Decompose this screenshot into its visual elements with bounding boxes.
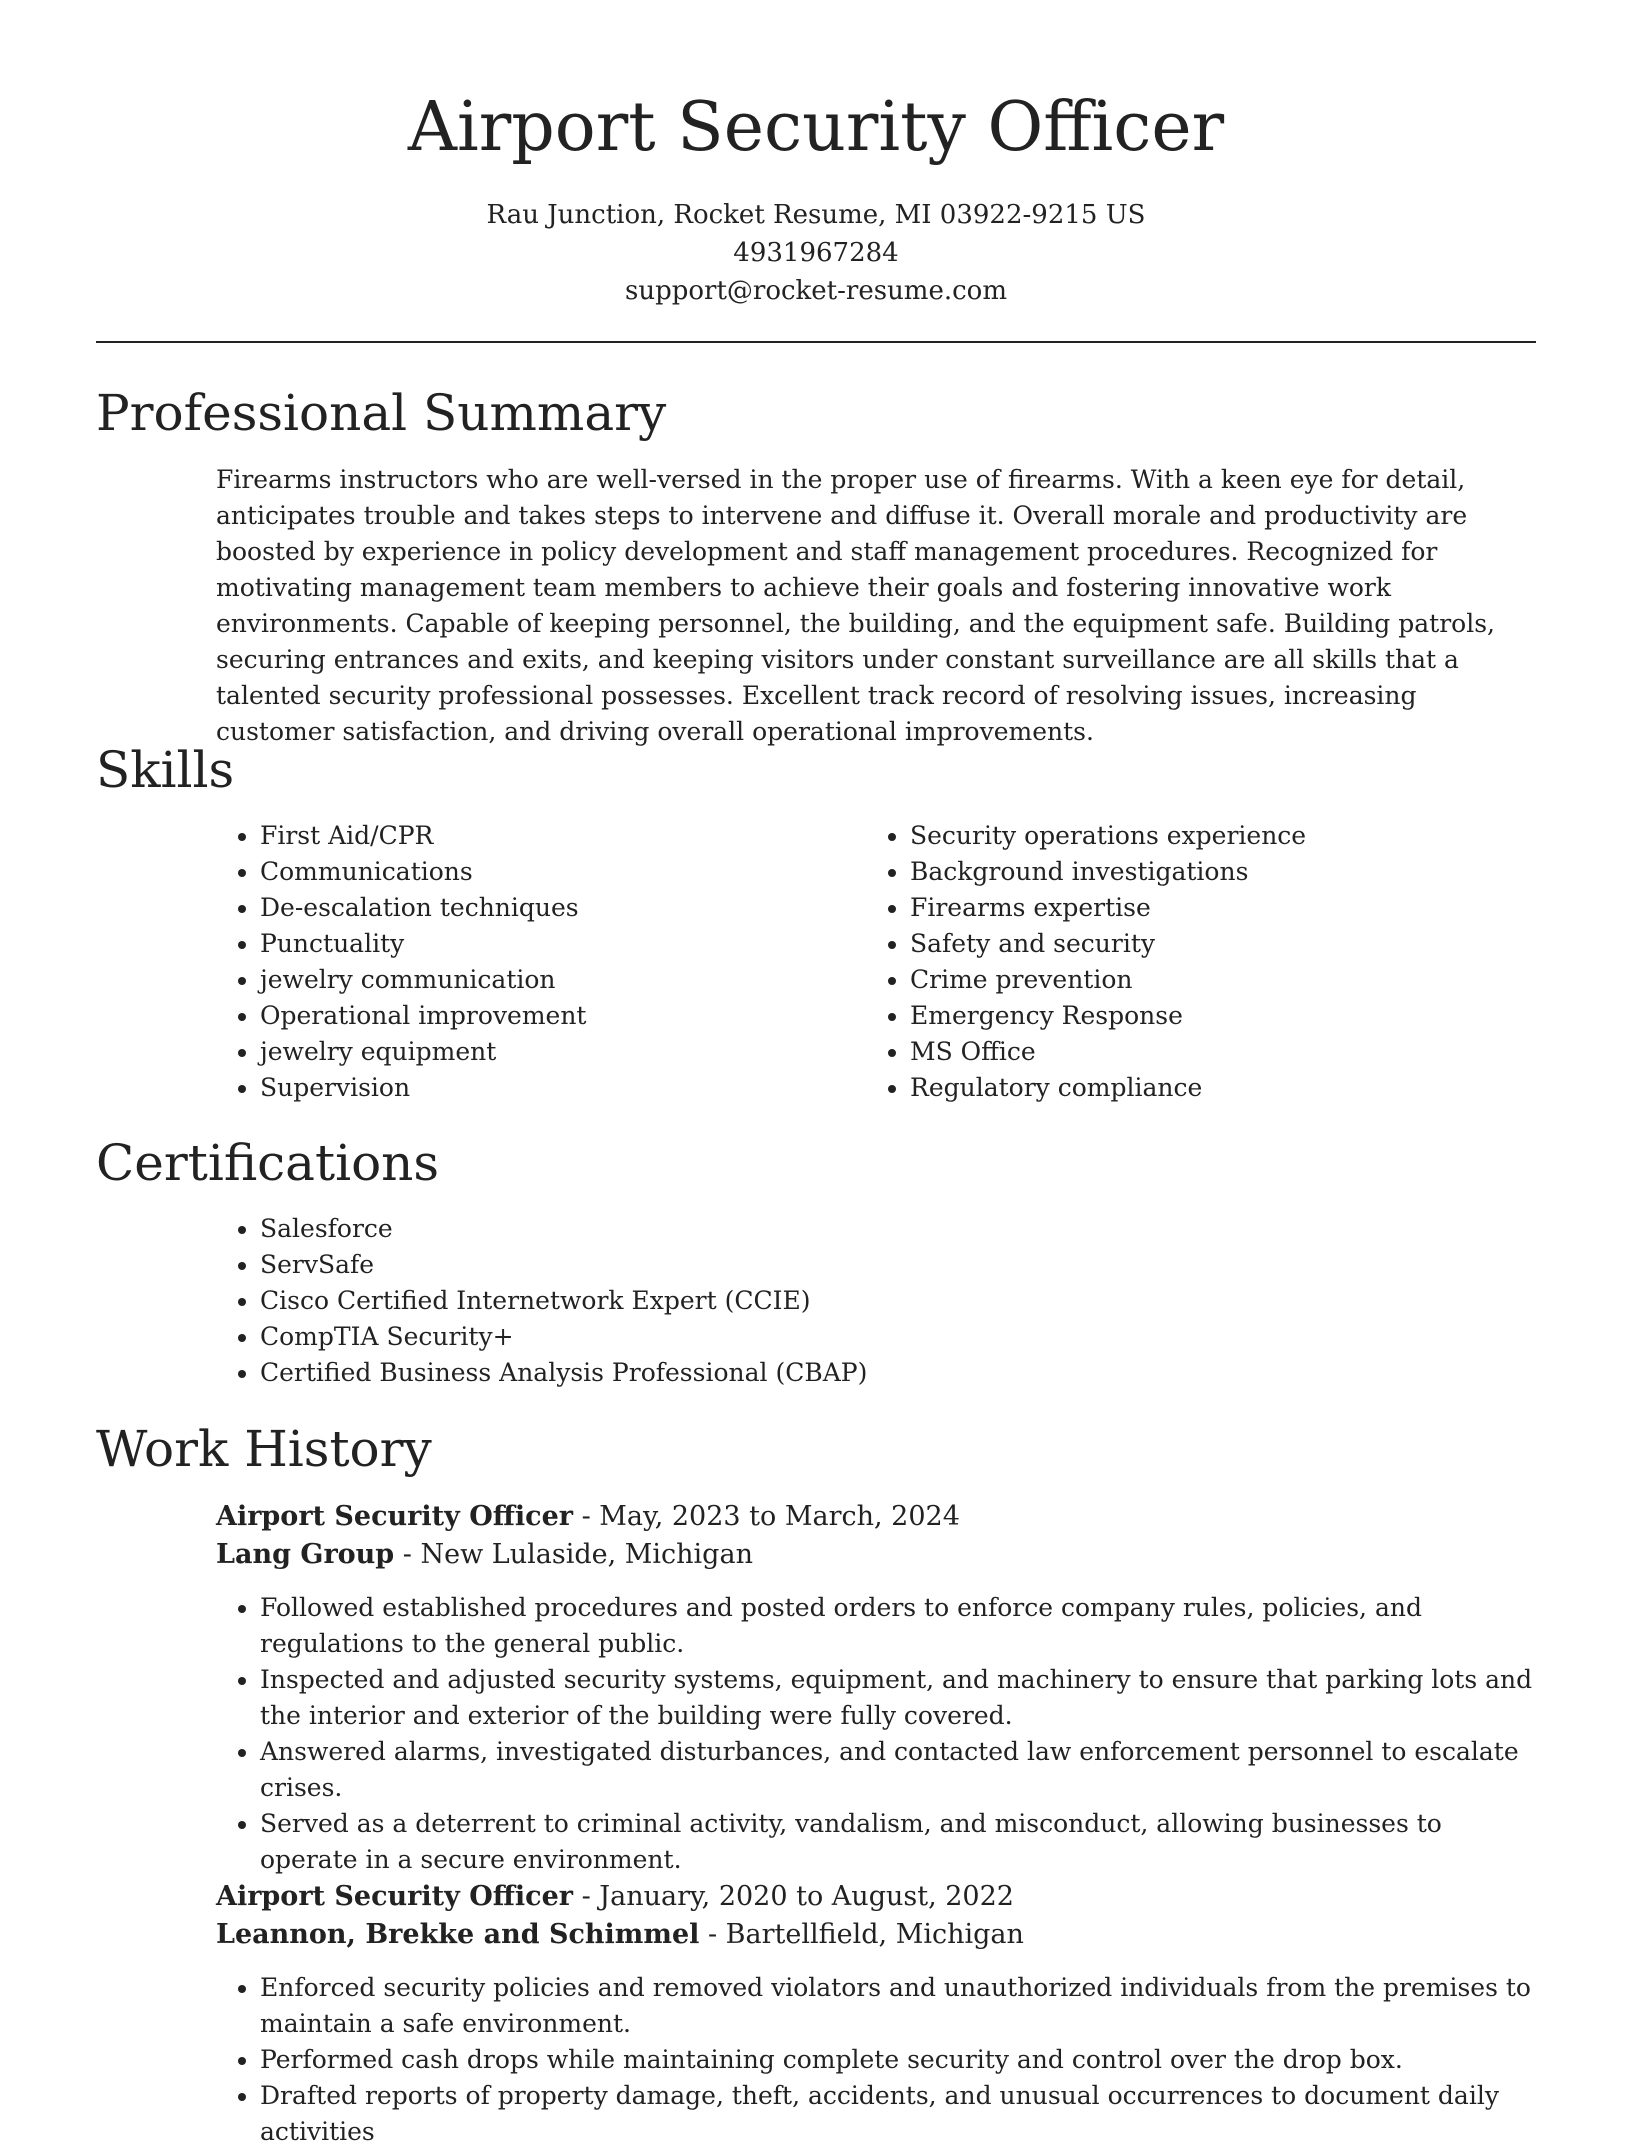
certifications-heading: Certifications xyxy=(96,1134,440,1192)
skill-item: • Crime prevention xyxy=(910,962,1486,998)
summary-heading: Professional Summary xyxy=(96,384,667,442)
job-title-line xyxy=(216,1498,1536,1536)
company-name: Leannon, Brekke and Schimmel xyxy=(216,1919,700,1950)
skill-item: • Communications xyxy=(260,854,836,890)
skill-item: • Operational improvement xyxy=(260,998,836,1034)
job-bullets xyxy=(216,1970,1536,2150)
skills-column-right xyxy=(866,818,1486,1106)
certification-item: • Certified Business Analysis Professional (CBAP) xyxy=(260,1355,1536,1391)
job-bullet: • Served as a deterrent to criminal activity, vandalism, and misconduct, allowing businesses to operate in a secure environment. xyxy=(260,1806,1536,1878)
job-title: Airport Security Officer xyxy=(216,1881,573,1912)
certifications-list xyxy=(216,1211,1536,1391)
job-bullet: • Followed established procedures and posted orders to enforce company rules, policies, and regulations to the general public. xyxy=(260,1590,1536,1662)
skill-item: • MS Office xyxy=(910,1034,1486,1070)
company-name: Lang Group xyxy=(216,1539,395,1570)
job-entry xyxy=(216,1498,1536,1878)
job-bullet: • Drafted reports of property damage, theft, accidents, and unusual occurrences to document daily activities xyxy=(260,2078,1536,2150)
job-bullet: • Enforced security policies and removed violators and unauthorized individuals from the premises to maintain a safe environment. xyxy=(260,1970,1536,2042)
skill-item: • Background investigations xyxy=(910,854,1486,890)
resume-header xyxy=(0,0,1632,310)
job-company-line xyxy=(216,1916,1536,1954)
skill-item: • Emergency Response xyxy=(910,998,1486,1034)
email-text: support@rocket-resume.com xyxy=(624,276,1007,306)
skill-item: • Punctuality xyxy=(260,926,836,962)
work-history-heading: Work History xyxy=(96,1420,432,1478)
company-location: - New Lulaside, Michigan xyxy=(394,1539,753,1570)
skills-column-left xyxy=(216,818,836,1106)
phone-text: 4931967284 xyxy=(733,238,899,268)
job-title-line xyxy=(216,1878,1536,1916)
skill-item: • Firearms expertise xyxy=(910,890,1486,926)
certification-item: • ServSafe xyxy=(260,1247,1536,1283)
certification-item: • Cisco Certified Internetwork Expert (CCIE) xyxy=(260,1283,1536,1319)
address-text: Rau Junction, Rocket Resume, MI 03922-9215 US xyxy=(486,200,1146,230)
header-divider xyxy=(96,341,1536,343)
certification-item: • Salesforce xyxy=(260,1211,1536,1247)
company-location: - Bartellfield, Michigan xyxy=(699,1919,1024,1950)
skills-heading: Skills xyxy=(96,741,235,799)
job-dates: - January, 2020 to August, 2022 xyxy=(573,1881,1014,1912)
job-bullet: • Answered alarms, investigated disturbances, and contacted law enforcement personnel to escalate crises. xyxy=(260,1734,1536,1806)
skill-item: • jewelry equipment xyxy=(260,1034,836,1070)
job-entry xyxy=(216,1878,1536,2150)
skill-item: • De-escalation techniques xyxy=(260,890,836,926)
job-company-line xyxy=(216,1536,1536,1574)
skill-item: • jewelry communication xyxy=(260,962,836,998)
candidate-name: Airport Security Officer xyxy=(407,88,1225,167)
skill-item: • First Aid/CPR xyxy=(260,818,836,854)
certification-item: • CompTIA Security+ xyxy=(260,1319,1536,1355)
skill-item: • Safety and security xyxy=(910,926,1486,962)
job-bullet: • Performed cash drops while maintaining complete security and control over the drop box. xyxy=(260,2042,1536,2078)
job-bullets xyxy=(216,1590,1536,1878)
job-title: Airport Security Officer xyxy=(216,1501,573,1532)
skill-item: • Security operations experience xyxy=(910,818,1486,854)
contact-block xyxy=(0,196,1632,310)
skill-item: • Supervision xyxy=(260,1070,836,1106)
summary-text: Firearms instructors who are well-versed in the proper use of firearms. With a keen eye for detail, anticipates trouble and takes steps to intervene and diffuse it. Overall morale and productivity are boosted by experience in policy development and staff management procedures. Recognized for motivating management team members to achieve their goals and fostering innovative work environments. Capable of keeping personnel, the building, and the equipment safe. Building patrols, securing entrances and exits, and keeping visitors under constant surveillance are all skills that a talented security professional possesses. Excellent track record of resolving issues, increasing customer satisfaction, and driving overall operational improvements. xyxy=(216,465,1495,746)
job-bullet: • Inspected and adjusted security systems, equipment, and machinery to ensure that parking lots and the interior and exterior of the building were fully covered. xyxy=(260,1662,1536,1734)
job-dates: - May, 2023 to March, 2024 xyxy=(573,1501,960,1532)
skill-item: • Regulatory compliance xyxy=(910,1070,1486,1106)
